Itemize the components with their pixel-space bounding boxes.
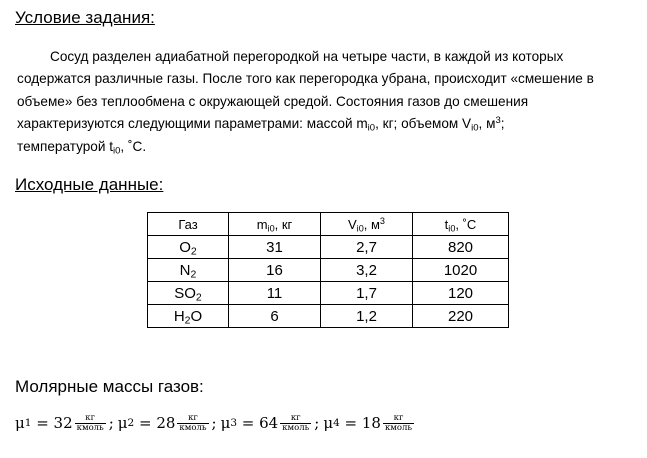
term-separator: ; — [314, 414, 320, 433]
temperature-cell: 1020 — [413, 259, 509, 282]
desc-line-5-end: , ˚С. — [120, 138, 147, 154]
unit-fraction — [383, 414, 414, 433]
task-description — [17, 46, 643, 158]
desc-line-4-mid: , кг; объемом V — [375, 116, 472, 132]
volume-unit-superscript: 3 — [495, 114, 501, 126]
molar-value: 18 — [361, 414, 381, 433]
header-mass-sub: i0 — [267, 222, 275, 233]
term-separator: ; — [108, 414, 114, 433]
mu-symbol: μ — [323, 414, 334, 433]
temperature-cell: 820 — [413, 236, 509, 259]
table-row — [148, 305, 509, 328]
table-row — [148, 282, 509, 305]
molar-term-1: μ 1 = 32 $\frac{кг}{\text{кмоль}}$ ; — [15, 413, 114, 433]
mass-cell: 16 — [229, 259, 321, 282]
temperature-subscript: i0 — [113, 145, 121, 156]
gas-symbol: N — [179, 261, 191, 279]
molar-value: 32 — [53, 414, 73, 433]
header-temperature — [413, 213, 509, 236]
temperature-cell: 120 — [413, 282, 509, 305]
initial-data-heading: Исходные данные: — [15, 175, 164, 194]
gas-symbol: SO — [174, 284, 196, 302]
desc-line-4 — [17, 113, 643, 135]
gas-subscript: 2 — [195, 291, 202, 304]
mass-cell: 6 — [229, 305, 321, 328]
unit-numerator: кг — [85, 413, 96, 423]
gas-tail: O — [190, 307, 203, 325]
gas-cell — [148, 305, 229, 328]
table-header-row — [148, 213, 509, 236]
header-volume — [321, 213, 413, 236]
unit-fraction — [75, 414, 106, 433]
gas-subscript: 2 — [190, 268, 197, 281]
gas-subscript: 2 — [184, 314, 191, 327]
molar-term-3: μ 3 = 64 $\frac{кг}{\text{кмоль}}$ ; — [220, 413, 320, 433]
header-mass — [229, 213, 321, 236]
unit-fraction — [280, 414, 311, 433]
molar-masses-formula — [15, 414, 421, 433]
header-volume-sub: i0 — [356, 222, 364, 233]
gas-subscript: 2 — [190, 245, 197, 258]
table-row — [148, 236, 509, 259]
volume-cell: 1,2 — [321, 305, 413, 328]
desc-line-1: Сосуд разделен адиабатной перегородкой на четыре части, в каждой из которых — [50, 49, 564, 64]
gas-symbol: O — [179, 238, 191, 256]
mu-symbol: μ — [15, 414, 25, 433]
volume-cell: 3,2 — [321, 259, 413, 282]
header-volume-unit: , м — [363, 216, 380, 232]
mass-cell: 11 — [229, 282, 321, 305]
molar-value: 28 — [156, 414, 176, 433]
header-volume-sup: 3 — [379, 215, 385, 226]
molar-value: 64 — [259, 414, 279, 433]
gas-cell — [148, 259, 229, 282]
volume-cell: 2,7 — [321, 236, 413, 259]
header-gas: Газ — [148, 213, 229, 236]
molar-term-2: μ 2 = 28 $\frac{кг}{\text{кмоль}}$ ; — [117, 413, 217, 433]
desc-line-4-end: ; — [500, 116, 505, 132]
header-volume-base: V — [348, 216, 357, 232]
volume-unit: , м — [478, 116, 496, 132]
unit-denominator: кмоль — [76, 422, 104, 433]
desc-line-4-pre: характеризуются следующими параметрами: массой m — [17, 116, 368, 132]
gas-cell — [148, 236, 229, 259]
unit-numerator: кг — [393, 413, 404, 423]
table-row — [148, 259, 509, 282]
unit-denominator: кмоль — [384, 422, 413, 433]
desc-line-5 — [17, 136, 643, 158]
desc-line-3: объеме» без теплообмена с окружающей средой. Состояния газов до смешения — [17, 93, 529, 109]
mu-symbol: μ — [220, 414, 231, 433]
task-heading: Условие задания: — [15, 8, 155, 27]
volume-subscript: i0 — [471, 122, 479, 134]
temperature-cell: 220 — [413, 305, 509, 328]
term-separator: ; — [211, 414, 217, 433]
unit-numerator: кг — [188, 413, 198, 423]
header-temp-base: t — [444, 216, 449, 232]
unit-numerator: кг — [290, 413, 301, 423]
desc-line-5-pre: температурой t — [17, 138, 114, 154]
unit-denominator: кмоль — [282, 422, 310, 433]
header-mass-base: m — [256, 216, 268, 232]
mu-symbol: μ — [117, 414, 128, 433]
gas-symbol: H — [173, 307, 185, 325]
mass-cell: 31 — [229, 236, 321, 259]
gas-cell — [148, 282, 229, 305]
molar-masses-title: Молярные массы газов: — [15, 377, 204, 396]
header-mass-unit: , кг — [274, 216, 293, 232]
unit-denominator: кмоль — [179, 422, 207, 433]
volume-cell: 1,7 — [321, 282, 413, 305]
header-temp-sub: i0 — [448, 222, 456, 233]
header-temp-unit: , ˚С — [455, 216, 477, 232]
mass-subscript: i0 — [367, 122, 376, 134]
unit-fraction — [177, 414, 208, 433]
desc-line-2: содержатся различные газы. После того как перегородка убрана, происходит «смешение в — [17, 71, 594, 87]
molar-term-4: μ 4 = 18 $\frac{кг}{\text{кмоль}}$ — [323, 413, 413, 433]
gas-parameters-table — [147, 212, 509, 328]
